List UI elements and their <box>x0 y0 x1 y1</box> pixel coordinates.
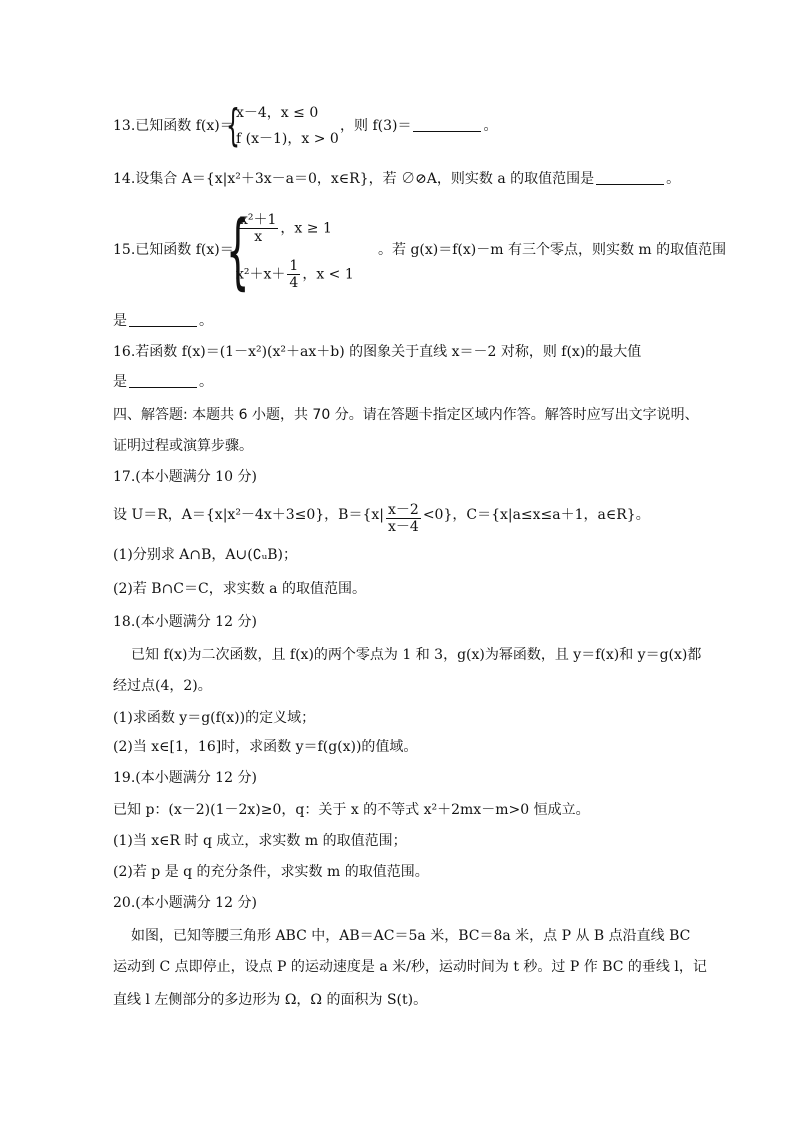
question-16 <box>113 342 641 362</box>
q20-line-1: 如图，已知等腰三角形 ABC 中，AB＝AC＝5a 米，BC＝8a 米，点 P 从 B 点沿直线 BC <box>131 928 691 944</box>
section-4-heading: 四、解答题: 本题共 6 小题，共 70 分。请在答题卡指定区域内作答。解答时应写出文字说明、 <box>113 407 699 423</box>
q13-case-2: f (x－1)，x > 0 <box>236 131 339 147</box>
q15-cont: 是 <box>113 313 127 329</box>
q20-heading: 20.(本小题满分 12 分) <box>113 895 257 911</box>
q13-lead: 13.已知函数 f(x)＝ <box>113 118 234 134</box>
q18-part-2: (2)当 x∈[1，16]时，求函数 y＝f(g(x))的值域。 <box>113 739 418 755</box>
q15-tail-line <box>378 240 726 260</box>
q13-answer-blank[interactable] <box>413 117 481 132</box>
q15-c2-condition: ，x < 1 <box>302 266 354 283</box>
q20-line-3: 直线 l 左侧部分的多边形为 Ω，Ω 的面积为 S(t)。 <box>113 992 428 1008</box>
q17-fraction <box>386 502 421 535</box>
q15-continuation <box>113 311 213 331</box>
q20-line-2: 运动到 C 点即停止，设点 P 的运动速度是 a 米/秒，运动时间为 t 秒。过 P 作 BC 的垂线 l，记 <box>113 959 707 975</box>
q17-part-1: (1)分别求 A∩B，A∪(∁ᵤB)； <box>113 547 297 563</box>
q14-end: 。 <box>666 171 681 187</box>
q16-continuation <box>113 372 213 392</box>
q19-heading: 19.(本小题满分 12 分) <box>113 770 257 786</box>
q15-c1-condition: ，x ≥ 1 <box>280 220 332 237</box>
q18-part-1: (1)求函数 y＝g(f(x))的定义域； <box>113 710 316 726</box>
q15-c2-numerator: 1 <box>289 258 299 274</box>
q17-part-2: (2)若 B∩C＝C，求实数 a 的取值范围。 <box>113 581 366 597</box>
q16-cont: 是 <box>113 374 127 390</box>
q13-case-1: x－4，x ≤ 0 <box>236 105 319 121</box>
q17-denominator: x－4 <box>388 519 419 535</box>
q13-tail-line <box>340 116 497 136</box>
q18-line-1: 已知 f(x)为二次函数，且 f(x)的两个零点为 1 和 3，g(x)为幂函数，且 y＝f(x)和 y＝g(x)都 <box>131 647 702 663</box>
q17-statement <box>113 502 650 535</box>
q15-case1-fraction <box>238 212 278 245</box>
question-15 <box>113 240 234 260</box>
q17-pre: 设 U＝R，A＝{x|x²－4x＋3≤0}，B＝{x| <box>113 507 384 523</box>
question-14 <box>113 169 680 189</box>
q15-tail: 。若 g(x)＝f(x)－m 有三个零点，则实数 m 的取值范围 <box>378 242 727 258</box>
q15-lead: 15.已知函数 f(x)＝ <box>113 242 234 258</box>
q15-c1-numerator: x²＋1 <box>240 212 277 228</box>
q14-answer-blank[interactable] <box>596 170 664 185</box>
q15-case2-fraction <box>287 258 300 291</box>
section-4-heading-cont: 证明过程或演算步骤。 <box>113 438 253 454</box>
q15-answer-blank[interactable] <box>129 312 197 327</box>
q16-line1: 16.若函数 f(x)＝(1－x²)(x²＋ax＋b) 的图象关于直线 x＝－2 对称，则 f(x)的最大值 <box>113 344 642 360</box>
q15-c1-denominator: x <box>254 229 263 245</box>
q14-lead: 14.设集合 A＝{x|x²＋3x－a＝0，x∈R}，若 ∅⊘A，则实数 a 的取值范围是 <box>113 171 595 187</box>
q13-tail: ，则 f(3)＝ <box>340 118 412 134</box>
q15-c2-prefix: x²＋x＋ <box>236 266 286 283</box>
question-13 <box>113 116 234 136</box>
q15-case-2 <box>236 258 354 291</box>
q17-post: <0}，C＝{x|a≤x≤a＋1，a∈R}。 <box>422 507 650 523</box>
q17-numerator: x－2 <box>388 502 419 518</box>
q18-heading: 18.(本小题满分 12 分) <box>113 614 257 630</box>
q19-part-2: (2)若 p 是 q 的充分条件，求实数 m 的取值范围。 <box>113 864 429 880</box>
q18-line-2: 经过点(4，2)。 <box>113 678 212 694</box>
q15-case-1 <box>236 212 332 245</box>
q15-c2-denominator: 4 <box>289 275 299 291</box>
q13-brace: { <box>226 100 240 151</box>
q16-end: 。 <box>199 374 213 390</box>
q17-heading: 17.(本小题满分 10 分) <box>113 469 257 485</box>
q15-brace: { <box>226 204 250 299</box>
q16-answer-blank[interactable] <box>129 373 197 388</box>
q13-end: 。 <box>483 118 498 134</box>
q15-end: 。 <box>199 313 213 329</box>
q19-line-1: 已知 p：(x－2)(1－2x)≥0，q：关于 x 的不等式 x²＋2mx－m>0 恒成立。 <box>113 802 590 818</box>
q19-part-1: (1)当 x∈R 时 q 成立，求实数 m 的取值范围； <box>113 833 407 849</box>
